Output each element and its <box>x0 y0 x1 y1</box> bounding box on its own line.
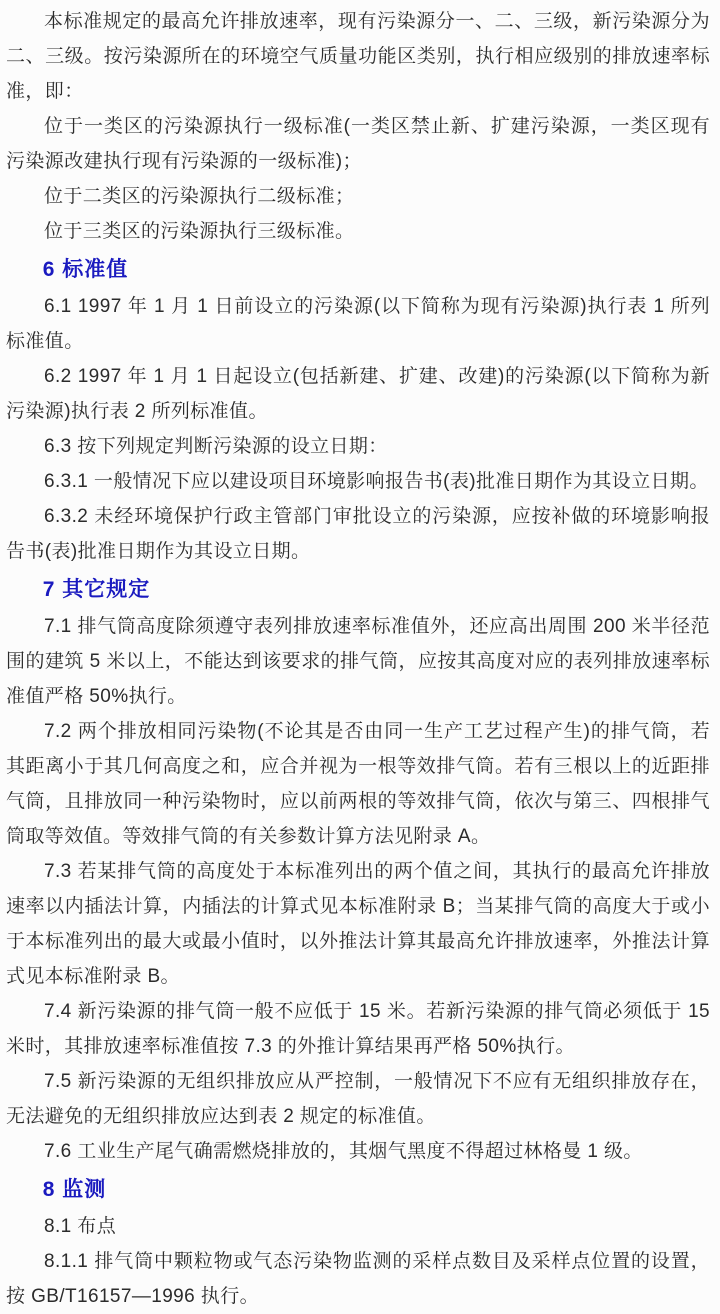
heading-7-other-provisions: 7 其它规定 <box>42 578 151 601</box>
heading-6-standard-values: 6 标准值 <box>42 258 129 281</box>
para-7-4: 7.4 新污染源的排气筒一般不应低于 15 米。若新污染源的排气筒必须低于 15 米时，其排放速率标准值按 7.3 的外推计算结果再严格 50%执行。 <box>6 1001 710 1057</box>
para-6-3-2: 6.3.2 未经环境保护行政主管部门审批设立的污染源，应按补做的环境影响报告书(表)批准日期作为其设立日期。 <box>6 506 710 562</box>
para-7-6: 7.6 工业生产尾气确需燃烧排放的，其烟气黑度不得超过林格曼 1 级。 <box>44 1141 643 1162</box>
para-class1-area-rule: 位于一类区的污染源执行一级标准(一类区禁止新、扩建污染源，一类区现有污染源改建执行现有污染源的一级标准)； <box>6 116 710 172</box>
heading-8-monitoring: 8 监测 <box>42 1178 107 1201</box>
para-class2-area-rule: 位于二类区的污染源执行二级标准； <box>44 186 355 207</box>
para-8-1-1: 8.1.1 排气筒中颗粒物或气态污染物监测的采样点数目及采样点位置的设置，按 GB/T16157—1996 执行。 <box>6 1251 710 1307</box>
para-7-2: 7.2 两个排放相同污染物(不论其是否由同一生产工艺过程产生)的排气筒，若其距离小于其几何高度之和，应合并视为一根等效排气筒。若有三根以上的近距排气筒，且排放同一种污染物时，应以前两根的等效排气筒，依次与第三、四根排气筒取等效值。等效排气筒的有关参数计算方法见附录 A。 <box>6 721 710 847</box>
para-7-1: 7.1 排气筒高度除须遵守表列排放速率标准值外，还应高出周围 200 米半径范围的建筑 5 米以上，不能达到该要求的排气筒，应按其高度对应的表列排放速率标准值严格 50%执行。 <box>6 616 710 707</box>
para-6-1: 6.1 1997 年 1 月 1 日前设立的污染源(以下简称为现有污染源)执行表 1 所列标准值。 <box>6 296 710 352</box>
para-6-3-1: 6.3.1 一般情况下应以建设项目环境影响报告书(表)批准日期作为其设立日期。 <box>44 471 709 492</box>
para-7-3: 7.3 若某排气筒的高度处于本标准列出的两个值之间，其执行的最高允许排放速率以内插法计算，内插法的计算式见本标准附录 B；当某排气筒的高度大于或小于本标准列出的最大或最小值时，以外推法计算其最高允许排放速率，外推法计算式见本标准附录 B。 <box>6 861 710 987</box>
para-8-1: 8.1 布点 <box>44 1216 117 1237</box>
para-6-3: 6.3 按下列规定判断污染源的设立日期： <box>44 436 388 457</box>
para-intro-levels: 本标准规定的最高允许排放速率，现有污染源分一、二、三级，新污染源分为二、三级。按污染源所在的环境空气质量功能区类别，执行相应级别的排放速率标准，即： <box>6 11 710 102</box>
para-6-2: 6.2 1997 年 1 月 1 日起设立(包括新建、扩建、改建)的污染源(以下简称为新污染源)执行表 2 所列标准值。 <box>6 366 710 422</box>
para-class3-area-rule: 位于三类区的污染源执行三级标准。 <box>44 221 355 242</box>
para-7-5: 7.5 新污染源的无组织排放应从严控制，一般情况下不应有无组织排放存在，无法避免的无组织排放应达到表 2 规定的标准值。 <box>6 1071 710 1127</box>
